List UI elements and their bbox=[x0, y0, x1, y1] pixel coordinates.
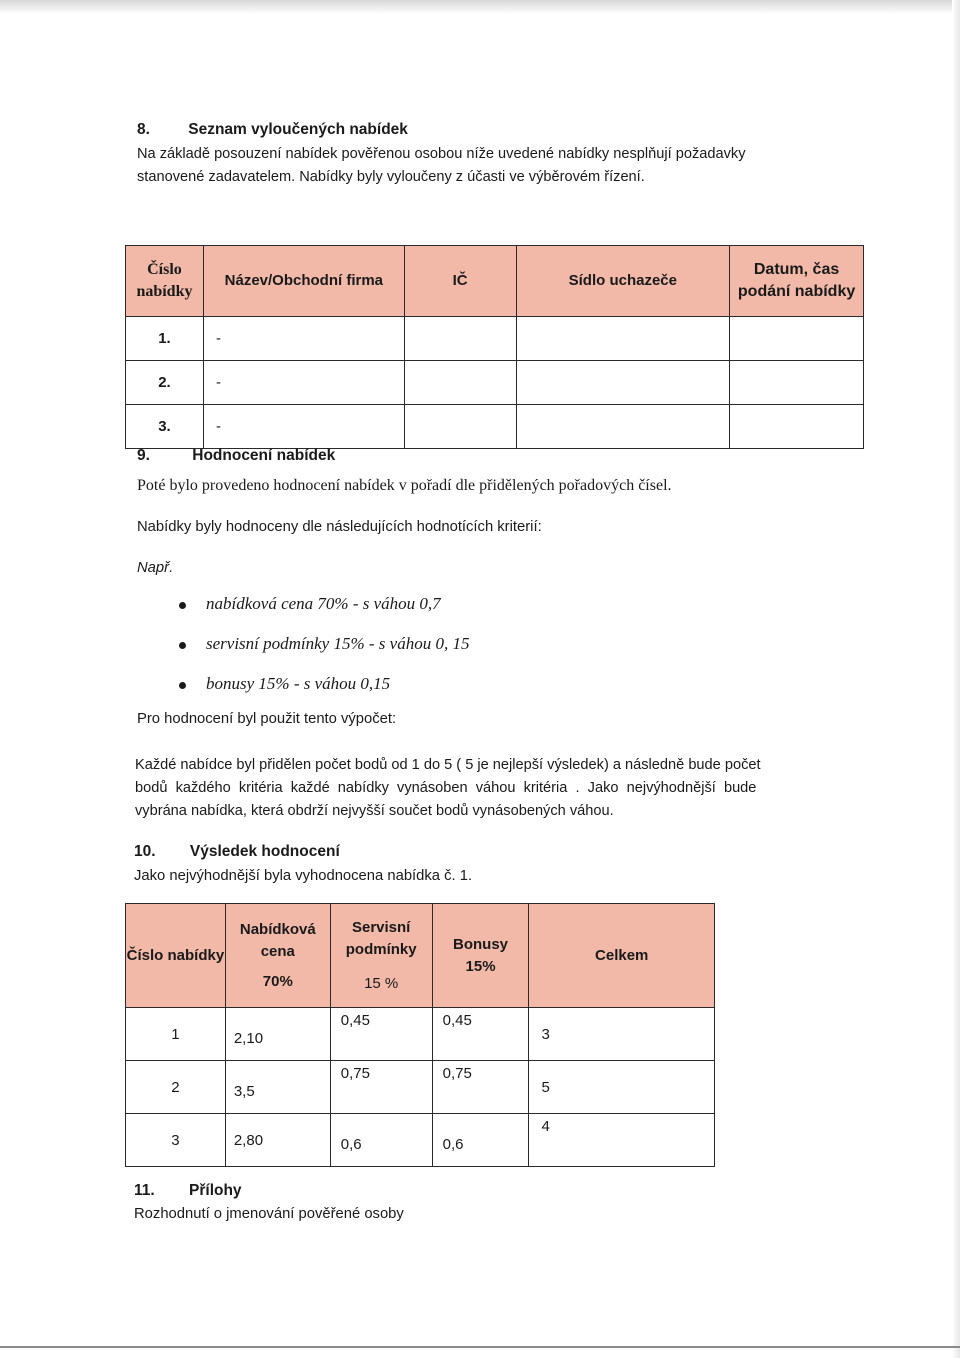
section-11-heading bbox=[134, 1182, 242, 1200]
cell-celkem: 4 bbox=[529, 1114, 715, 1167]
section-8-text-line1: Na základě posouzení nabídek pověřenou osobou níže uvedené nabídky nesplňují požadavky bbox=[137, 146, 746, 162]
header-bonusy-label: Bonusy bbox=[453, 935, 509, 953]
cell-cena: 2,10 bbox=[225, 1008, 330, 1061]
cell-cislo: 3. bbox=[126, 405, 204, 449]
header-cislo-nabidky: Číslo nabídky bbox=[126, 246, 204, 317]
table-row bbox=[126, 405, 864, 449]
table-row bbox=[126, 1114, 715, 1167]
criteria-text: servisní podmínky 15% - s váhou 0, 15 bbox=[206, 634, 470, 653]
cell-bonusy: 0,45 bbox=[432, 1008, 529, 1061]
cell-nazev: - bbox=[203, 317, 404, 361]
list-item bbox=[179, 594, 679, 634]
bullet-icon bbox=[179, 602, 186, 609]
excluded-table-header-row bbox=[126, 246, 864, 317]
header-nazev-firma: Název/Obchodní firma bbox=[203, 246, 404, 317]
excluded-offers-table bbox=[125, 245, 864, 449]
cell-cislo: 2 bbox=[126, 1061, 226, 1114]
section-9-text1: Poté bylo provedeno hodnocení nabídek v pořadí dle přidělených pořadových čísel. bbox=[137, 477, 672, 494]
cell-cislo: 1 bbox=[126, 1008, 226, 1061]
header-celkem: Celkem bbox=[529, 904, 715, 1008]
section-11-number: 11. bbox=[134, 1182, 155, 1199]
criteria-list bbox=[179, 594, 679, 714]
cell-cislo: 1. bbox=[126, 317, 204, 361]
header-datum-cas: Datum, čas podání nabídky bbox=[730, 246, 864, 317]
cell-ic bbox=[404, 361, 516, 405]
header-servis-label: Servisní podmínky bbox=[345, 918, 417, 958]
evaluation-results-table bbox=[125, 903, 715, 1167]
header-servisni-podminky bbox=[330, 904, 432, 1008]
cell-sidlo bbox=[516, 317, 730, 361]
header-sidlo-uchazece: Sídlo uchazeče bbox=[516, 246, 730, 317]
bullet-icon bbox=[179, 642, 186, 649]
scan-edge-bottom bbox=[0, 1346, 960, 1348]
bullet-icon bbox=[179, 682, 186, 689]
cell-cena: 2,80 bbox=[225, 1114, 330, 1167]
cell-bonusy: 0,6 bbox=[432, 1114, 529, 1167]
header-servis-pct: 15 % bbox=[364, 974, 399, 992]
calc-line3: vybrána nabídka, která obdrží nejvyšší součet bodů vynásobených váhou. bbox=[135, 803, 614, 819]
cell-nazev: - bbox=[203, 361, 404, 405]
table-row bbox=[126, 1008, 715, 1061]
section-9-title: Hodnocení nabídek bbox=[192, 447, 336, 464]
header-cena-pct: 70% bbox=[262, 972, 293, 990]
cell-datum bbox=[730, 317, 864, 361]
criteria-text: nabídková cena 70% - s váhou 0,7 bbox=[206, 594, 441, 613]
section-9-heading bbox=[137, 447, 335, 465]
cell-ic bbox=[404, 405, 516, 449]
section-8-title: Seznam vyloučených nabídek bbox=[188, 121, 408, 138]
header-bonusy bbox=[432, 904, 529, 1008]
calc-line1: Každé nabídce byl přidělen počet bodů od 1 do 5 ( 5 je nejlepší výsledek) a následně bude počet bbox=[135, 757, 761, 773]
section-9-text2: Nabídky byly hodnoceny dle následujících hodnotících kriterií: bbox=[137, 519, 542, 535]
cell-datum bbox=[730, 405, 864, 449]
scan-edge-right bbox=[952, 0, 960, 1358]
header-bonusy-pct: 15% bbox=[465, 957, 496, 975]
section-10-title: Výsledek hodnocení bbox=[189, 843, 340, 860]
cell-nazev: - bbox=[203, 405, 404, 449]
section-8-text-line2: stanovené zadavatelem. Nabídky byly vyloučeny z účasti ve výběrovém řízení. bbox=[137, 169, 645, 185]
cell-sidlo bbox=[516, 361, 730, 405]
section-10-text: Jako nejvýhodnější byla vyhodnocena nabídka č. 1. bbox=[134, 868, 473, 884]
cell-sidlo bbox=[516, 405, 730, 449]
header-cislo-nabidky: Číslo nabídky bbox=[126, 904, 226, 1008]
section-9-number: 9. bbox=[137, 447, 150, 464]
cell-ic bbox=[404, 317, 516, 361]
section-8-heading bbox=[137, 121, 408, 139]
cell-celkem: 3 bbox=[529, 1008, 715, 1061]
napr-label: Např. bbox=[137, 560, 174, 576]
cell-bonusy: 0,75 bbox=[432, 1061, 529, 1114]
cell-servis: 0,6 bbox=[330, 1114, 432, 1167]
cell-celkem: 5 bbox=[529, 1061, 715, 1114]
section-11-title: Přílohy bbox=[189, 1182, 242, 1199]
section-10-number: 10. bbox=[134, 843, 156, 860]
criteria-text: bonusy 15% - s váhou 0,15 bbox=[206, 674, 391, 693]
scan-edge-top bbox=[0, 0, 960, 14]
header-ic: IČ bbox=[404, 246, 516, 317]
results-table-header-row bbox=[126, 904, 715, 1008]
cell-servis: 0,75 bbox=[330, 1061, 432, 1114]
section-8-number: 8. bbox=[137, 121, 150, 138]
cell-servis: 0,45 bbox=[330, 1008, 432, 1061]
table-row bbox=[126, 1061, 715, 1114]
section-11-text: Rozhodnutí o jmenování pověřené osoby bbox=[134, 1206, 404, 1222]
cell-cena: 3,5 bbox=[225, 1061, 330, 1114]
section-10-heading bbox=[134, 843, 340, 861]
cell-cislo: 3 bbox=[126, 1114, 226, 1167]
header-nabidkova-cena bbox=[225, 904, 330, 1008]
header-cena-label: Nabídková cena bbox=[239, 920, 316, 960]
calc-line2: bodů každého kritéria každé nabídky vynásoben váhou kritéria . Jako nejvýhodnější bude bbox=[135, 780, 757, 796]
calc-label: Pro hodnocení byl použit tento výpočet: bbox=[137, 711, 397, 727]
table-row bbox=[126, 317, 864, 361]
cell-cislo: 2. bbox=[126, 361, 204, 405]
table-row bbox=[126, 361, 864, 405]
cell-datum bbox=[730, 361, 864, 405]
list-item bbox=[179, 634, 679, 674]
